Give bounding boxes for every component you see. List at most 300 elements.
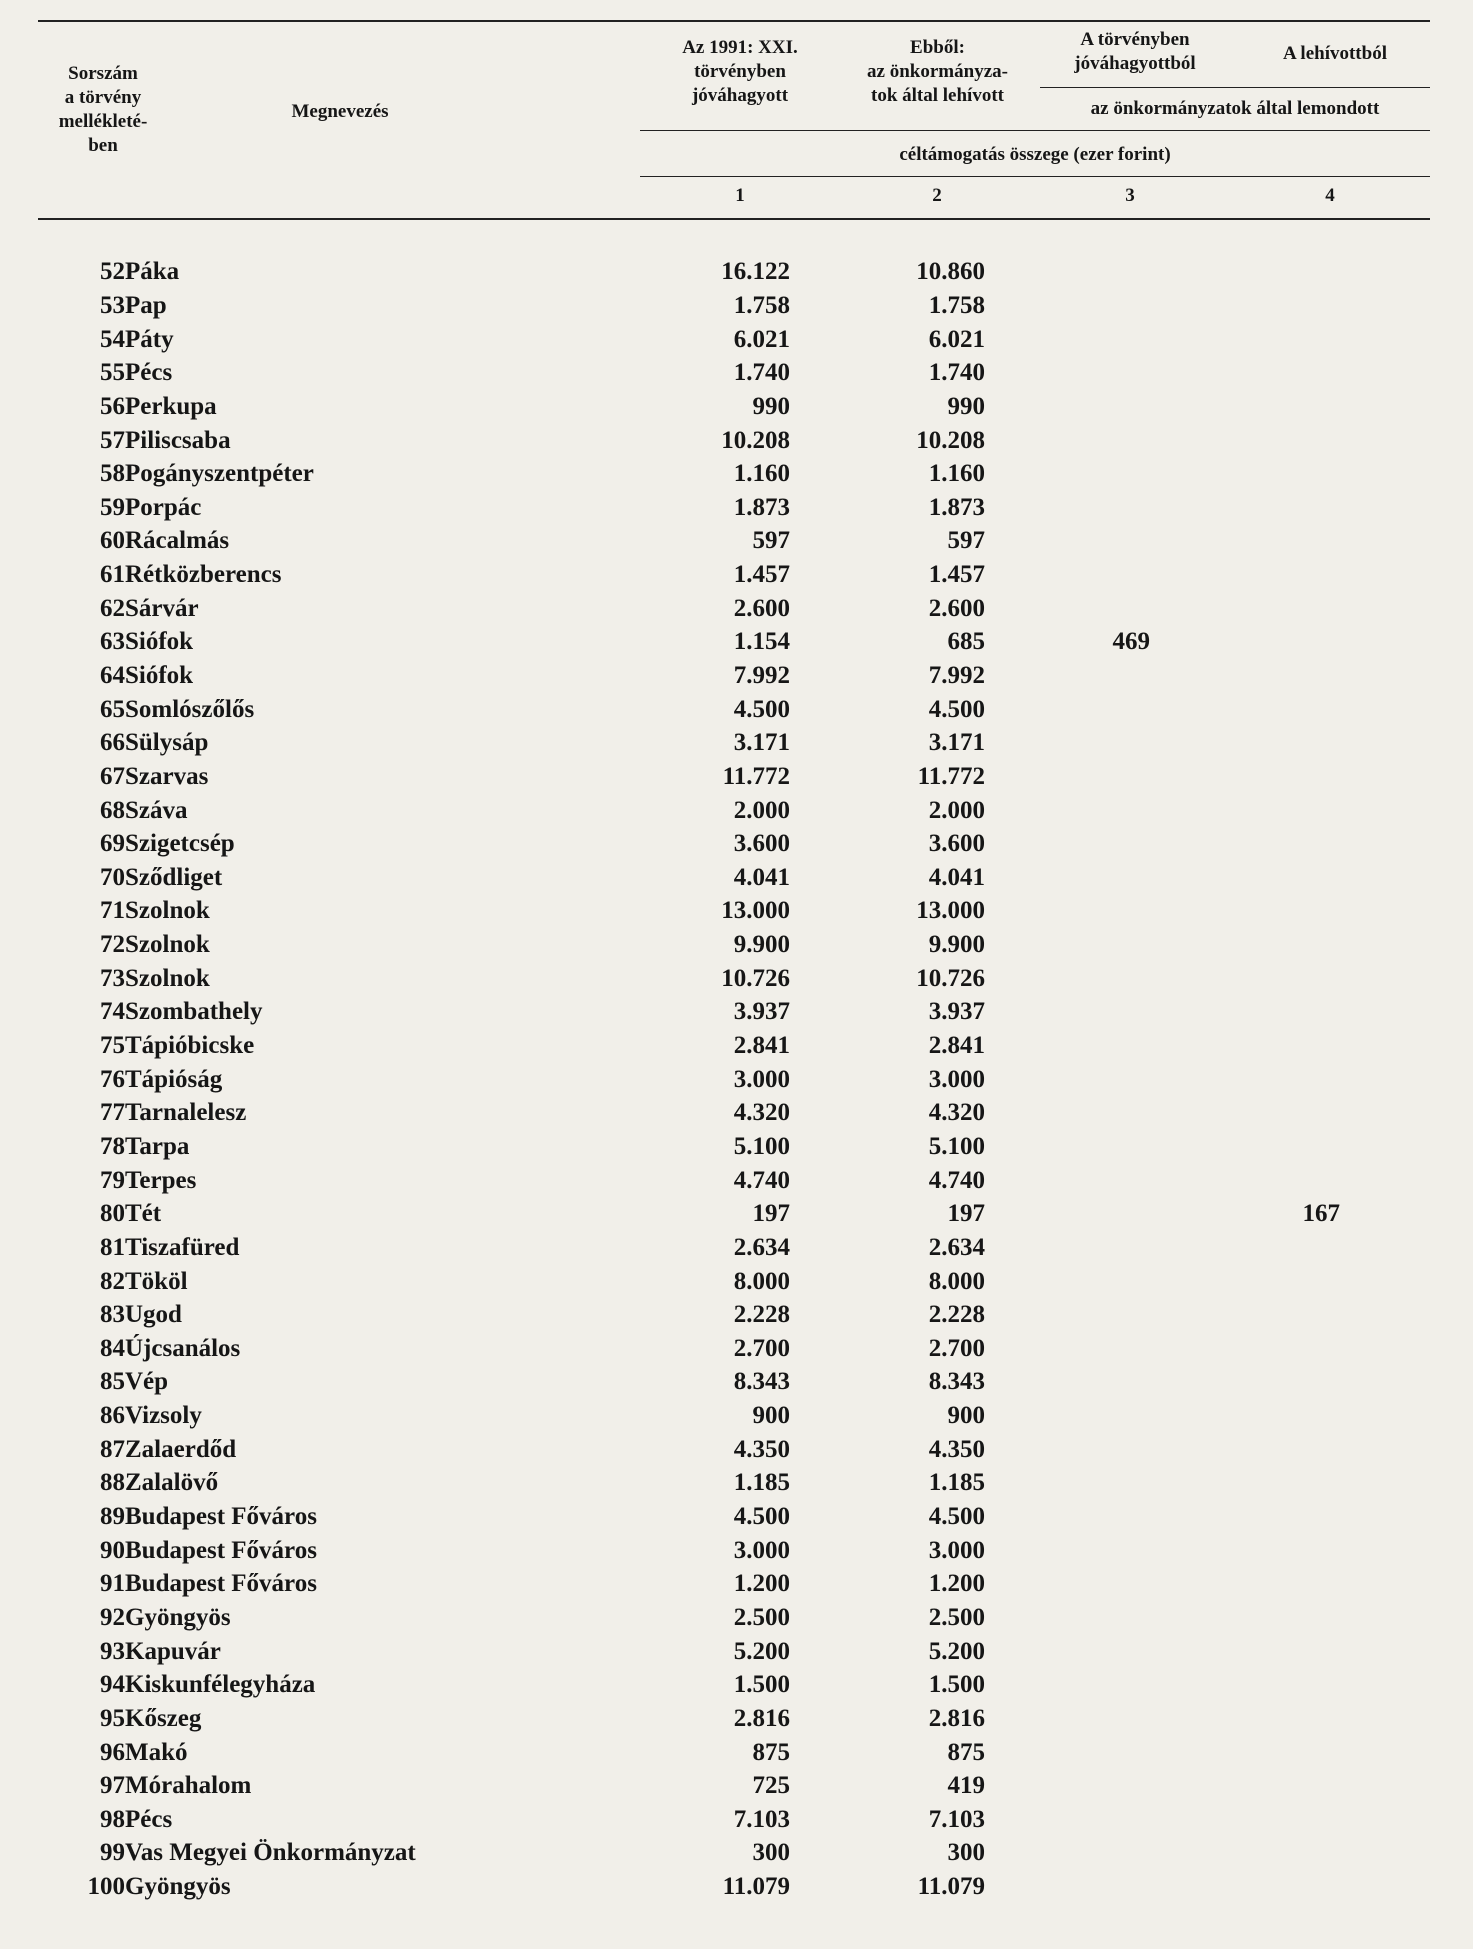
- row-name: Kiskunfélegyháza: [125, 1671, 316, 1699]
- header-sorszam-line: Sorszám: [68, 63, 138, 84]
- row-col2-value: 990: [947, 392, 985, 420]
- header-col3: [1045, 28, 1225, 76]
- row-col1-value: 11.079: [722, 1873, 790, 1901]
- header-bottom-rule: [38, 218, 1430, 220]
- row-col1-value: 1.200: [733, 1570, 790, 1598]
- row-col4-value: [1150, 1836, 1340, 1870]
- header-sorszam-line: ben: [88, 135, 118, 156]
- row-name: Szolnok: [125, 897, 210, 925]
- row-col3-value: [985, 390, 1150, 424]
- row-spacer: [1340, 255, 1473, 289]
- row-col4-value: [1150, 1298, 1340, 1332]
- table-row: [0, 1231, 1473, 1265]
- row-col4-value: [1150, 625, 1340, 659]
- row-col1-value: 4.350: [733, 1435, 790, 1463]
- row-col2-value: 6.021: [928, 325, 985, 353]
- row-col2-value: 9.900: [928, 931, 985, 959]
- row-number: 70: [100, 863, 125, 891]
- table-row: [0, 1567, 1473, 1601]
- row-col4-value: [1150, 1432, 1340, 1466]
- row-col4-value: [1150, 1231, 1340, 1265]
- row-col2-value: 419: [947, 1772, 985, 1800]
- row-col3-value: [985, 423, 1150, 457]
- row-spacer: [1340, 760, 1473, 794]
- row-col1-value: 8.000: [733, 1267, 790, 1295]
- row-col2-value: 3.000: [928, 1065, 985, 1093]
- row-name: Gyöngyös: [125, 1603, 231, 1631]
- row-spacer: [1340, 793, 1473, 827]
- row-spacer: [1340, 390, 1473, 424]
- row-spacer: [1340, 961, 1473, 995]
- row-col4-value: [1150, 1096, 1340, 1130]
- row-spacer: [1340, 1231, 1473, 1265]
- row-number: 90: [100, 1536, 125, 1564]
- row-col3-value: [985, 1567, 1150, 1601]
- row-col2-value: 3.600: [928, 830, 985, 858]
- row-col2-value: 4.041: [928, 863, 985, 891]
- row-col3-value: [985, 1802, 1150, 1836]
- row-col3-value: [985, 1836, 1150, 1870]
- row-col2-value: 3.000: [928, 1536, 985, 1564]
- table-row: [0, 625, 1473, 659]
- row-col4-value: [1150, 1062, 1340, 1096]
- table-row: [0, 1668, 1473, 1702]
- row-col2-value: 11.079: [917, 1873, 985, 1901]
- row-number: 98: [100, 1805, 125, 1833]
- row-spacer: [1340, 1264, 1473, 1298]
- row-number: 79: [100, 1166, 125, 1194]
- row-number: 75: [100, 1032, 125, 1060]
- row-col3-value: [985, 793, 1150, 827]
- table-row: [0, 1870, 1473, 1904]
- row-col4-value: [1150, 457, 1340, 491]
- row-name: Makó: [125, 1738, 188, 1766]
- row-col3-value: [985, 1264, 1150, 1298]
- row-number: 86: [100, 1402, 125, 1430]
- row-col3-value: [985, 1399, 1150, 1433]
- row-name: Pap: [125, 291, 167, 319]
- row-col1-value: 2.700: [733, 1334, 790, 1362]
- header-col2-line: Ebből:: [910, 37, 965, 58]
- row-col2-value: 597: [947, 527, 985, 555]
- row-col3-value: [985, 1029, 1150, 1063]
- table-row: [0, 928, 1473, 962]
- row-col1-value: 1.873: [733, 493, 790, 521]
- row-col2-value: 4.740: [928, 1166, 985, 1194]
- row-name: Kőszeg: [125, 1704, 202, 1732]
- row-spacer: [1340, 1533, 1473, 1567]
- header-colnum-1: 1: [735, 185, 745, 206]
- header-col1-line: törvényben: [694, 61, 786, 82]
- row-col2-value: 685: [947, 628, 985, 656]
- row-name: Zalalövő: [125, 1469, 219, 1497]
- header-col2: [840, 36, 1035, 108]
- table-row: [0, 1702, 1473, 1736]
- row-col1-value: 4.500: [733, 1503, 790, 1531]
- table-row: [0, 1802, 1473, 1836]
- row-name: Perkupa: [125, 392, 217, 420]
- row-col3-value: [985, 1096, 1150, 1130]
- row-name: Siófok: [125, 628, 194, 656]
- header-col1-line: jóváhagyott: [691, 85, 789, 106]
- table-row: [0, 1735, 1473, 1769]
- table-row: [0, 490, 1473, 524]
- row-spacer: [1340, 1836, 1473, 1870]
- row-name: Tarnalelesz: [125, 1099, 247, 1127]
- row-col3-value: [985, 1769, 1150, 1803]
- header-col4: A lehívottból: [1283, 43, 1387, 64]
- row-col1-value: 7.992: [733, 662, 790, 689]
- row-number: 83: [100, 1301, 125, 1329]
- row-col1-value: 3.171: [733, 729, 790, 757]
- row-number: 64: [100, 662, 125, 689]
- table-row: [0, 726, 1473, 760]
- row-col4-value: [1150, 1029, 1340, 1063]
- row-col4-value: [1150, 793, 1340, 827]
- row-name: Vas Megyei Önkormányzat: [125, 1839, 416, 1867]
- row-number: 77: [100, 1099, 125, 1127]
- row-col4-value: [1150, 356, 1340, 390]
- row-col1-value: 2.228: [733, 1301, 790, 1329]
- row-col1-value: 2.634: [733, 1233, 790, 1261]
- row-name: Mórahalom: [125, 1772, 252, 1800]
- row-col3-value: [985, 255, 1150, 289]
- row-col1-value: 3.000: [733, 1065, 790, 1093]
- row-number: 56: [100, 392, 125, 420]
- row-col1-value: 13.000: [721, 897, 790, 925]
- row-number: 52: [100, 258, 125, 286]
- row-name: Kapuvár: [125, 1637, 221, 1665]
- row-col1-value: 725: [752, 1772, 790, 1800]
- table-row: [0, 1432, 1473, 1466]
- row-col1-value: 6.021: [733, 325, 790, 353]
- row-col1-value: 990: [752, 392, 790, 420]
- table-row: [0, 457, 1473, 491]
- header-col2-line: az önkormányza-: [867, 61, 1008, 82]
- row-col4-value: [1150, 1567, 1340, 1601]
- row-col3-value: [985, 1432, 1150, 1466]
- row-col3-value: [985, 827, 1150, 861]
- table-row: [0, 255, 1473, 289]
- table-row: [0, 1298, 1473, 1332]
- row-col3-value: [985, 1735, 1150, 1769]
- span-divider-rule: [640, 176, 1430, 177]
- row-col3-value: [985, 1298, 1150, 1332]
- row-col4-value: [1150, 423, 1340, 457]
- row-number: 100: [87, 1873, 125, 1901]
- row-col3-value: [985, 928, 1150, 962]
- row-name: Sződliget: [125, 863, 223, 891]
- row-col2-value: 4.350: [928, 1435, 985, 1463]
- table-row: [0, 322, 1473, 356]
- row-number: 89: [100, 1503, 125, 1531]
- row-number: 87: [100, 1435, 125, 1463]
- row-name: Páty: [125, 325, 174, 353]
- row-col4-value: [1150, 659, 1340, 693]
- row-name: Rácalmás: [125, 527, 230, 555]
- row-col4-value: [1150, 1399, 1340, 1433]
- row-col1-value: 4.320: [733, 1099, 790, 1127]
- row-col3-value: [985, 760, 1150, 794]
- row-spacer: [1340, 1668, 1473, 1702]
- row-number: 59: [100, 493, 125, 521]
- row-col2-value: 197: [947, 1200, 985, 1228]
- row-number: 65: [100, 695, 125, 723]
- table-row: [0, 827, 1473, 861]
- row-col4-value: [1150, 760, 1340, 794]
- row-col4-value: [1150, 1870, 1340, 1904]
- table-row: [0, 692, 1473, 726]
- row-name: Tápióbicske: [125, 1032, 255, 1060]
- row-spacer: [1340, 289, 1473, 323]
- table-row: [0, 1197, 1473, 1231]
- table-row: [0, 356, 1473, 390]
- row-col3-value: [985, 961, 1150, 995]
- row-spacer: [1340, 356, 1473, 390]
- row-col1-value: 597: [752, 527, 790, 555]
- row-col2-value: 4.500: [928, 1503, 985, 1531]
- row-col2-value: 2.700: [928, 1334, 985, 1362]
- row-col4-value: [1150, 961, 1340, 995]
- row-col3-value: [985, 289, 1150, 323]
- row-spacer: [1340, 322, 1473, 356]
- row-col4-value: [1150, 692, 1340, 726]
- row-spacer: [1340, 894, 1473, 928]
- row-col3-value: [985, 1533, 1150, 1567]
- row-name: Tarpa: [125, 1132, 190, 1160]
- row-col4-value: [1150, 255, 1340, 289]
- row-number: 66: [100, 729, 125, 757]
- row-number: 97: [100, 1772, 125, 1800]
- row-spacer: [1340, 558, 1473, 592]
- row-spacer: [1340, 1802, 1473, 1836]
- row-number: 74: [100, 998, 125, 1026]
- row-col3-value: [985, 861, 1150, 895]
- row-name: Siófok: [125, 662, 194, 689]
- row-col2-value: 2.841: [928, 1032, 985, 1060]
- row-col3-value: [985, 490, 1150, 524]
- data-table: [0, 255, 1473, 1903]
- row-spacer: [1340, 1298, 1473, 1332]
- table-row: [0, 1533, 1473, 1567]
- row-number: 72: [100, 931, 125, 959]
- row-col4-value: [1150, 289, 1340, 323]
- row-col4-value: [1150, 591, 1340, 625]
- row-col4-value: [1150, 827, 1340, 861]
- row-name: Zalaerdőd: [125, 1435, 237, 1463]
- row-col2-value: 1.457: [928, 561, 985, 589]
- row-col2-value: 10.860: [916, 258, 985, 286]
- row-name: Szolnok: [125, 931, 210, 959]
- row-spacer: [1340, 1567, 1473, 1601]
- row-col4-value: [1150, 1802, 1340, 1836]
- row-spacer: [1340, 1466, 1473, 1500]
- row-col1-value: 3.000: [733, 1536, 790, 1564]
- row-name: Tiszafüred: [125, 1233, 240, 1261]
- row-spacer: [1340, 1601, 1473, 1635]
- row-col2-value: 8.000: [928, 1267, 985, 1295]
- row-col3-value: [985, 1197, 1150, 1231]
- row-col3-value: [985, 995, 1150, 1029]
- row-col1-value: 1.740: [733, 359, 790, 387]
- row-col2-value: 1.758: [928, 291, 985, 319]
- row-col1-value: 10.208: [721, 426, 790, 454]
- header-col34-sub: az önkormányzatok által lemondott: [1090, 98, 1380, 119]
- table-row: [0, 1163, 1473, 1197]
- table-row: [0, 1096, 1473, 1130]
- row-spacer: [1340, 1870, 1473, 1904]
- header-col1-line: Az 1991: XXI.: [682, 37, 798, 58]
- row-spacer: [1340, 1096, 1473, 1130]
- table-row: [0, 1130, 1473, 1164]
- row-col4-value: [1150, 1163, 1340, 1197]
- row-number: 55: [100, 359, 125, 387]
- header-sorszam-line: a törvény: [64, 87, 142, 108]
- row-col3-value: [985, 1062, 1150, 1096]
- row-name: Somlószőlős: [125, 695, 255, 723]
- row-name: Sülysáp: [125, 729, 209, 757]
- table-row: [0, 1601, 1473, 1635]
- row-col4-value: [1150, 390, 1340, 424]
- data-table-body: [0, 255, 1473, 1903]
- row-col1-value: 8.343: [733, 1368, 790, 1396]
- row-col2-value: 2.600: [928, 594, 985, 622]
- row-spacer: [1340, 726, 1473, 760]
- header-sorszam: [38, 62, 168, 158]
- row-spacer: [1340, 995, 1473, 1029]
- row-number: 76: [100, 1065, 125, 1093]
- row-spacer: [1340, 423, 1473, 457]
- table-row: [0, 524, 1473, 558]
- row-col1-value: 4.500: [733, 695, 790, 723]
- row-name: Terpes: [125, 1166, 197, 1194]
- row-number: 78: [100, 1132, 125, 1160]
- row-col4-value: [1150, 1601, 1340, 1635]
- table-row: [0, 558, 1473, 592]
- row-number: 84: [100, 1334, 125, 1362]
- row-col4-value: [1150, 1466, 1340, 1500]
- row-number: 58: [100, 460, 125, 488]
- row-col2-value: 1.740: [928, 359, 985, 387]
- row-name: Gyöngyös: [125, 1873, 231, 1901]
- row-col4-value: [1150, 322, 1340, 356]
- row-number: 93: [100, 1637, 125, 1665]
- table-row: [0, 390, 1473, 424]
- row-col1-value: 1.457: [733, 561, 790, 589]
- row-name: Vizsoly: [125, 1402, 202, 1430]
- table-row: [0, 1500, 1473, 1534]
- col34-divider-rule: [1040, 87, 1430, 88]
- table-row: [0, 1836, 1473, 1870]
- row-col2-value: 1.160: [928, 460, 985, 488]
- row-spacer: [1340, 457, 1473, 491]
- table-row: [0, 1264, 1473, 1298]
- row-col3-value: [985, 356, 1150, 390]
- row-col1-value: 2.841: [733, 1032, 790, 1060]
- row-name: Piliscsaba: [125, 426, 231, 454]
- row-col2-value: 1.185: [928, 1469, 985, 1497]
- row-col4-value: [1150, 1332, 1340, 1366]
- row-number: 62: [100, 594, 125, 622]
- table-row: [0, 760, 1473, 794]
- row-col1-value: 10.726: [721, 964, 790, 992]
- row-col3-value: [985, 894, 1150, 928]
- row-number: 96: [100, 1738, 125, 1766]
- row-col3-value: [985, 1163, 1150, 1197]
- row-spacer: [1340, 1365, 1473, 1399]
- row-name: Sárvár: [125, 594, 199, 622]
- row-col3-value: [985, 322, 1150, 356]
- row-col2-value: 2.228: [928, 1301, 985, 1329]
- row-col4-value: [1150, 1365, 1340, 1399]
- row-name: Tápióság: [125, 1065, 223, 1093]
- row-spacer: [1340, 692, 1473, 726]
- table-row: [0, 289, 1473, 323]
- row-col4-value: [1150, 524, 1340, 558]
- row-col1-value: 197: [752, 1200, 790, 1228]
- row-number: 94: [100, 1671, 125, 1699]
- table-row: [0, 591, 1473, 625]
- row-col3-value: [985, 659, 1150, 693]
- row-col3-value: [985, 1702, 1150, 1736]
- row-spacer: [1340, 1062, 1473, 1096]
- row-col4-value: [1150, 490, 1340, 524]
- row-number: 71: [100, 897, 125, 925]
- row-col1-value: 1.160: [733, 460, 790, 488]
- row-col3-value: [985, 1231, 1150, 1265]
- header-colnum-4: 4: [1325, 185, 1335, 206]
- row-number: 80: [100, 1200, 125, 1228]
- row-col2-value: 7.103: [928, 1805, 985, 1833]
- row-name: Szombathely: [125, 998, 263, 1026]
- table-row: [0, 659, 1473, 693]
- row-col4-value: [1150, 1130, 1340, 1164]
- table-row: [0, 1399, 1473, 1433]
- row-col3-value: [985, 1870, 1150, 1904]
- row-col2-value: 875: [947, 1738, 985, 1766]
- row-col2-value: 2.000: [928, 796, 985, 824]
- row-col1-value: 5.200: [733, 1637, 790, 1665]
- row-name: Száva: [125, 796, 188, 824]
- row-col4-value: 167: [1302, 1200, 1340, 1228]
- row-col3-value: [985, 1668, 1150, 1702]
- table-row: [0, 423, 1473, 457]
- row-col1-value: 900: [752, 1402, 790, 1430]
- header-col1: [650, 36, 830, 108]
- row-name: Budapest Főváros: [125, 1503, 317, 1531]
- row-col4-value: [1150, 894, 1340, 928]
- row-col4-value: [1150, 928, 1340, 962]
- row-number: 85: [100, 1368, 125, 1396]
- row-col4-value: [1150, 995, 1340, 1029]
- values-divider-rule: [640, 130, 1430, 131]
- row-col3-value: [985, 457, 1150, 491]
- top-rule: [38, 20, 1430, 22]
- row-col4-value: [1150, 1533, 1340, 1567]
- row-spacer: [1340, 625, 1473, 659]
- row-col2-value: 4.500: [928, 695, 985, 723]
- row-col1-value: 7.103: [733, 1805, 790, 1833]
- row-spacer: [1340, 591, 1473, 625]
- table-row: [0, 1062, 1473, 1096]
- row-number: 92: [100, 1603, 125, 1631]
- row-name: Vép: [125, 1368, 169, 1396]
- row-spacer: [1340, 1735, 1473, 1769]
- row-col2-value: 900: [947, 1402, 985, 1430]
- row-spacer: [1340, 1634, 1473, 1668]
- row-spacer: [1340, 490, 1473, 524]
- row-col1-value: 4.041: [733, 863, 790, 891]
